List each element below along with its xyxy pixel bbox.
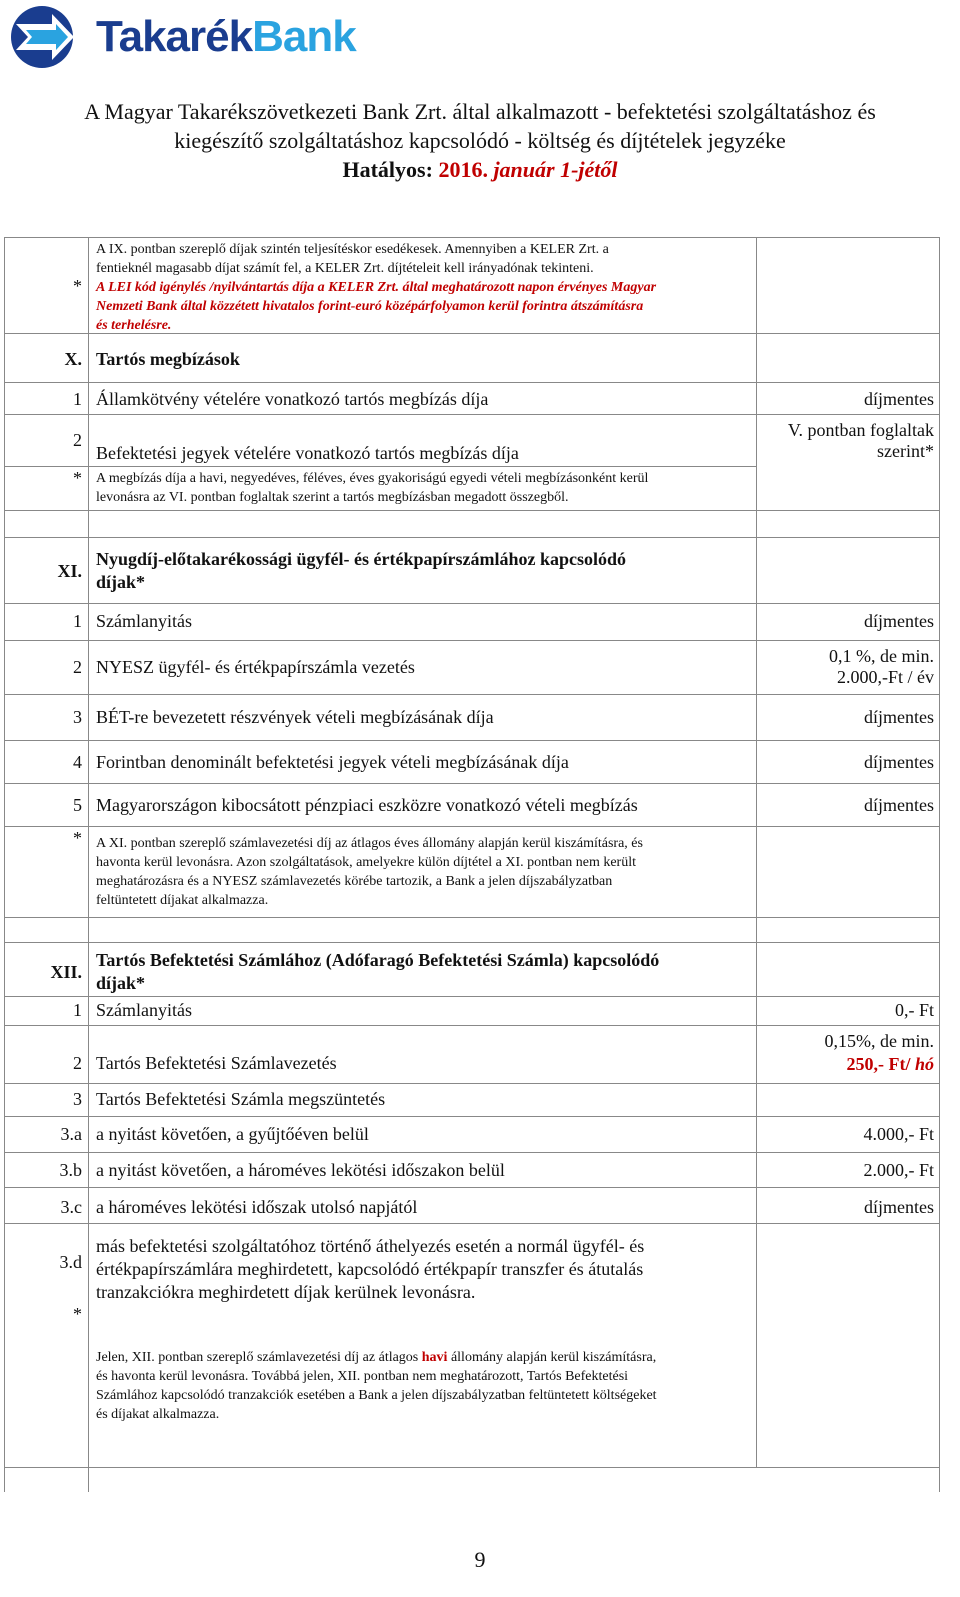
- xi-row-3-num: 3: [73, 707, 82, 727]
- xii-row-3d-text: más befektetési szolgáltatóhoz történő áthelyezés esetén a normál ügyfél- és értékpapírszámlára meghirdetett, kapcsolódó értékpapír transzfer és átutalás tranzakciókra meghirdetett díjak kerülnek levonásra.: [96, 1236, 645, 1302]
- xi-row-1-fee: díjmentes: [864, 611, 934, 631]
- takarekbank-logo: [4, 4, 424, 70]
- top-note: A IX. pontban szereplő díjak szintén teljesítéskor esedékesek. Amennyiben a KELER Zrt. a fentieknél magasabb díjat számít fel, a KELER Zrt. díjtételeit kell irányadónak tekinteni. A LEI kód igénylés /nyilvántartás díja a KELER Zrt. által meghatározott napon érvényes Magyar Nemzeti Bank által közzétett hivatalos forint-euró középárfolyamon kerül forintra átszámításra és terhelésre.: [96, 242, 657, 333]
- section-x-title: Tartós megbízások: [96, 349, 240, 369]
- section-xi-number: XI.: [57, 561, 82, 581]
- xii-row-1-text: Számlanyitás: [96, 1000, 192, 1020]
- document-header: [0, 97, 960, 184]
- x-row-1-fee: díjmentes: [864, 389, 934, 409]
- xi-row-4-fee: díjmentes: [864, 752, 934, 772]
- xii-row-3c-fee: díjmentes: [864, 1197, 934, 1217]
- xi-row-4-num: 4: [73, 752, 82, 772]
- xi-row-1-text: Számlanyitás: [96, 611, 192, 631]
- x-row-1-num: 1: [73, 389, 82, 409]
- xii-row-3d-num: 3.d: [59, 1252, 82, 1272]
- xi-row-5-text: Magyarországon kibocsátott pénzpiaci eszközre vonatkozó vételi megbízás: [96, 795, 638, 815]
- x-note-star: *: [73, 468, 82, 488]
- xi-row-2-num: 2: [73, 657, 82, 677]
- xii-row-3c-num: 3.c: [60, 1197, 82, 1217]
- xi-row-2-fee: 0,1 %, de min. 2.000,-Ft / év: [829, 646, 934, 687]
- xii-note: Jelen, XII. pontban szereplő számlavezetési díj az átlagos havi állomány alapján kerül kiszámításra, és havonta kerül levonásra. Továbbá jelen, XII. pontban nem meghatározott, Tartós Befektetési Számlához kapcsolódó tranzakciók esetében a Bank a jelen díjszabályzatban feltüntetett költségeket és díjakat alkalmazza.: [96, 1350, 657, 1422]
- xi-row-4-text: Forintban denominált befektetési jegyek vételi megbízásának díja: [96, 752, 569, 772]
- x-note: A megbízás díja a havi, negyedéves, féléves, éves gyakoriságú egyedi vételi megbízásonként kerül levonásra az VI. pontban foglaltak szerint a tartós megbízásban megadott összegből.: [96, 471, 649, 505]
- top-note-star: *: [73, 276, 82, 296]
- x-row-2-num: 2: [73, 430, 82, 450]
- xi-note-star: *: [73, 828, 82, 848]
- xi-note: A XI. pontban szereplő számlavezetési díj az átlagos éves állomány alapján kerül kiszámításra, és havonta kerül levonásra. Azon szolgáltatások, amelyekre külön díjtétel a XI. pontban nem került meghatározásra és a NYESZ számlavezetés körébe tartozik, a Bank a jelen díjszabályzatban feltüntetett díjakat alkalmazza.: [96, 836, 643, 908]
- xii-row-3b-text: a nyitást követően, a hároméves lekötési időszakon belül: [96, 1160, 505, 1180]
- xii-note-star: *: [73, 1304, 82, 1324]
- xii-row-3b-fee: 2.000,- Ft: [863, 1160, 934, 1180]
- xii-row-3a-num: 3.a: [60, 1124, 82, 1144]
- xi-row-3-fee: díjmentes: [864, 707, 934, 727]
- x-row-2-text: Befektetési jegyek vételére vonatkozó tartós megbízás díja: [96, 443, 519, 463]
- section-x-number: X.: [64, 349, 82, 369]
- xi-row-5-num: 5: [73, 795, 82, 815]
- x-row-2-fee: V. pontban foglaltak szerint*: [787, 420, 934, 461]
- logo-wordmark: TakarékBank: [96, 12, 356, 61]
- xii-row-3-text: Tartós Befektetési Számla megszüntetés: [96, 1089, 386, 1109]
- xii-row-3c-text: a hároméves lekötési időszak utolsó napjától: [96, 1197, 418, 1217]
- x-row-1-text: Államkötvény vételére vonatkozó tartós megbízás díja: [96, 389, 489, 409]
- xii-row-1-fee: 0,- Ft: [894, 1000, 934, 1020]
- logo-arrow-icon: [4, 4, 84, 70]
- section-xii-title: Tartós Befektetési Számlához (Adófaragó Befektetési Számla) kapcsolódó díjak*: [96, 950, 660, 993]
- xi-row-3-text: BÉT-re bevezetett részvények vételi megbízásának díja: [96, 707, 494, 727]
- header-line-1: A Magyar Takarékszövetkezeti Bank Zrt. által alkalmazott - befektetési szolgáltatáshoz és: [84, 99, 876, 124]
- xi-row-2-text: NYESZ ügyfél- és értékpapírszámla vezetés: [96, 657, 415, 677]
- section-xii-number: XII.: [50, 962, 82, 982]
- xii-row-2-num: 2: [73, 1053, 82, 1073]
- xii-row-3-num: 3: [73, 1089, 82, 1109]
- xi-row-1-num: 1: [73, 611, 82, 631]
- xii-row-2-fee: 0,15%, de min. 250,- Ft/ hó: [824, 1031, 934, 1074]
- section-xi-title: Nyugdíj-előtakarékossági ügyfél- és értékpapírszámlához kapcsolódó díjak*: [96, 549, 626, 592]
- xii-row-3a-text: a nyitást követően, a gyűjtőéven belül: [96, 1124, 369, 1144]
- header-line-2: kiegészítő szolgáltatáshoz kapcsolódó - költség és díjtételek jegyzéke: [174, 128, 786, 153]
- xii-row-3b-num: 3.b: [59, 1160, 82, 1180]
- xii-row-3a-fee: 4.000,- Ft: [863, 1124, 934, 1144]
- effective-date: Hatályos: 2016. január 1-jétől: [342, 157, 618, 182]
- xii-row-2-text: Tartós Befektetési Számlavezetés: [96, 1053, 337, 1073]
- xii-row-1-num: 1: [73, 1000, 82, 1020]
- xi-row-5-fee: díjmentes: [864, 795, 934, 815]
- page-number: 9: [474, 1547, 486, 1572]
